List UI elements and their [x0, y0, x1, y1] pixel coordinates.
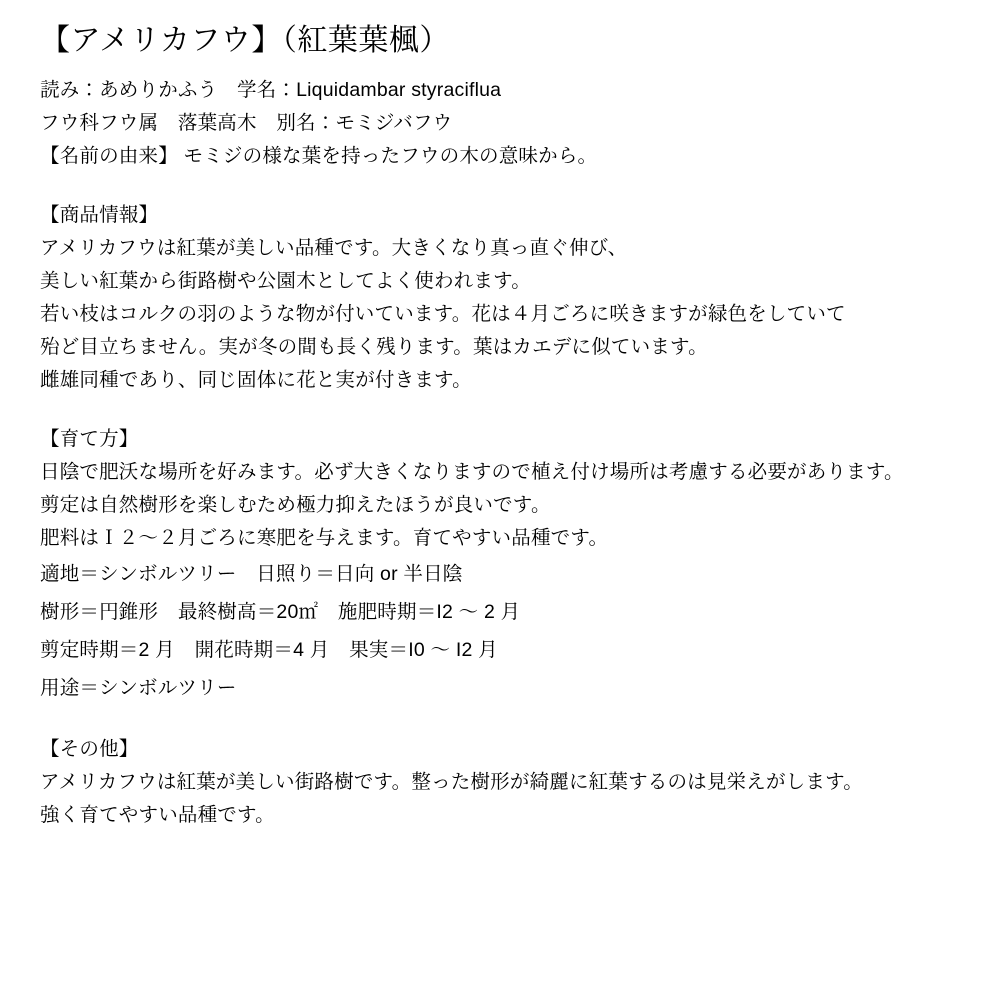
- section-line: 美しい紅葉から街路樹や公園木としてよく使われます。: [40, 269, 531, 292]
- header-line-reading: 読み：あめりかふう 学名：Liquidambar styraciflua: [40, 78, 502, 101]
- spacer-3: [40, 707, 960, 733]
- section-heading-growing: 【育て方】: [40, 427, 139, 450]
- section-line: 肥料はＩ２～２月ごろに寒肥を与えます。育てやすい品種です。: [40, 526, 609, 549]
- section-line: 殆ど目立ちません。実が冬の間も長く残ります。葉はカエデに似ています。: [40, 335, 708, 358]
- section-product-info: [40, 199, 960, 397]
- section-heading-product-info: 【商品情報】: [40, 203, 159, 226]
- section-other: [40, 733, 960, 832]
- section-line: 適地＝シンボルツリー 日照り＝日向 or 半日陰: [40, 562, 463, 585]
- spacer-2: [40, 397, 960, 423]
- section-line: 剪定時期＝2 月 開花時期＝4 月 果実＝I0 ～ I2 月: [40, 638, 498, 661]
- section-line: アメリカフウは紅葉が美しい品種です。大きくなり真っ直ぐ伸び、: [40, 236, 628, 259]
- section-line: 日陰で肥沃な場所を好みます。必ず大きくなりますので植え付け場所は考慮する必要があります。: [40, 460, 904, 483]
- section-line: 強く育てやすい品種です。: [40, 803, 275, 826]
- section-line: 剪定は自然樹形を楽しむため極力抑えたほうが良いです。: [40, 493, 551, 516]
- header-line-family: フウ科フウ属 落葉高木 別名：モミジバフウ: [40, 111, 453, 134]
- page-title: 【アメリカフウ】（紅葉葉楓）: [40, 24, 450, 57]
- section-line: 用途＝シンボルツリー: [40, 676, 237, 699]
- section-line: 樹形＝円錐形 最終樹高＝20㎡ 施肥時期＝I2 ～ 2 月: [40, 600, 521, 623]
- section-line: 雌雄同種であり、同じ固体に花と実が付きます。: [40, 368, 472, 391]
- section-growing: [40, 423, 960, 707]
- spacer-1: [40, 173, 960, 199]
- section-heading-other: 【その他】: [40, 737, 139, 760]
- header-info: [40, 74, 960, 173]
- section-line: アメリカフウは紅葉が美しい街路樹です。整った樹形が綺麗に紅葉するのは見栄えがします。: [40, 770, 863, 793]
- section-line: 若い枝はコルクの羽のような物が付いています。花は４月ごろに咲きますが緑色をしていて: [40, 302, 846, 325]
- header-line-origin: 【名前の由来】 モミジの様な葉を持ったフウの木の意味から。: [40, 144, 598, 167]
